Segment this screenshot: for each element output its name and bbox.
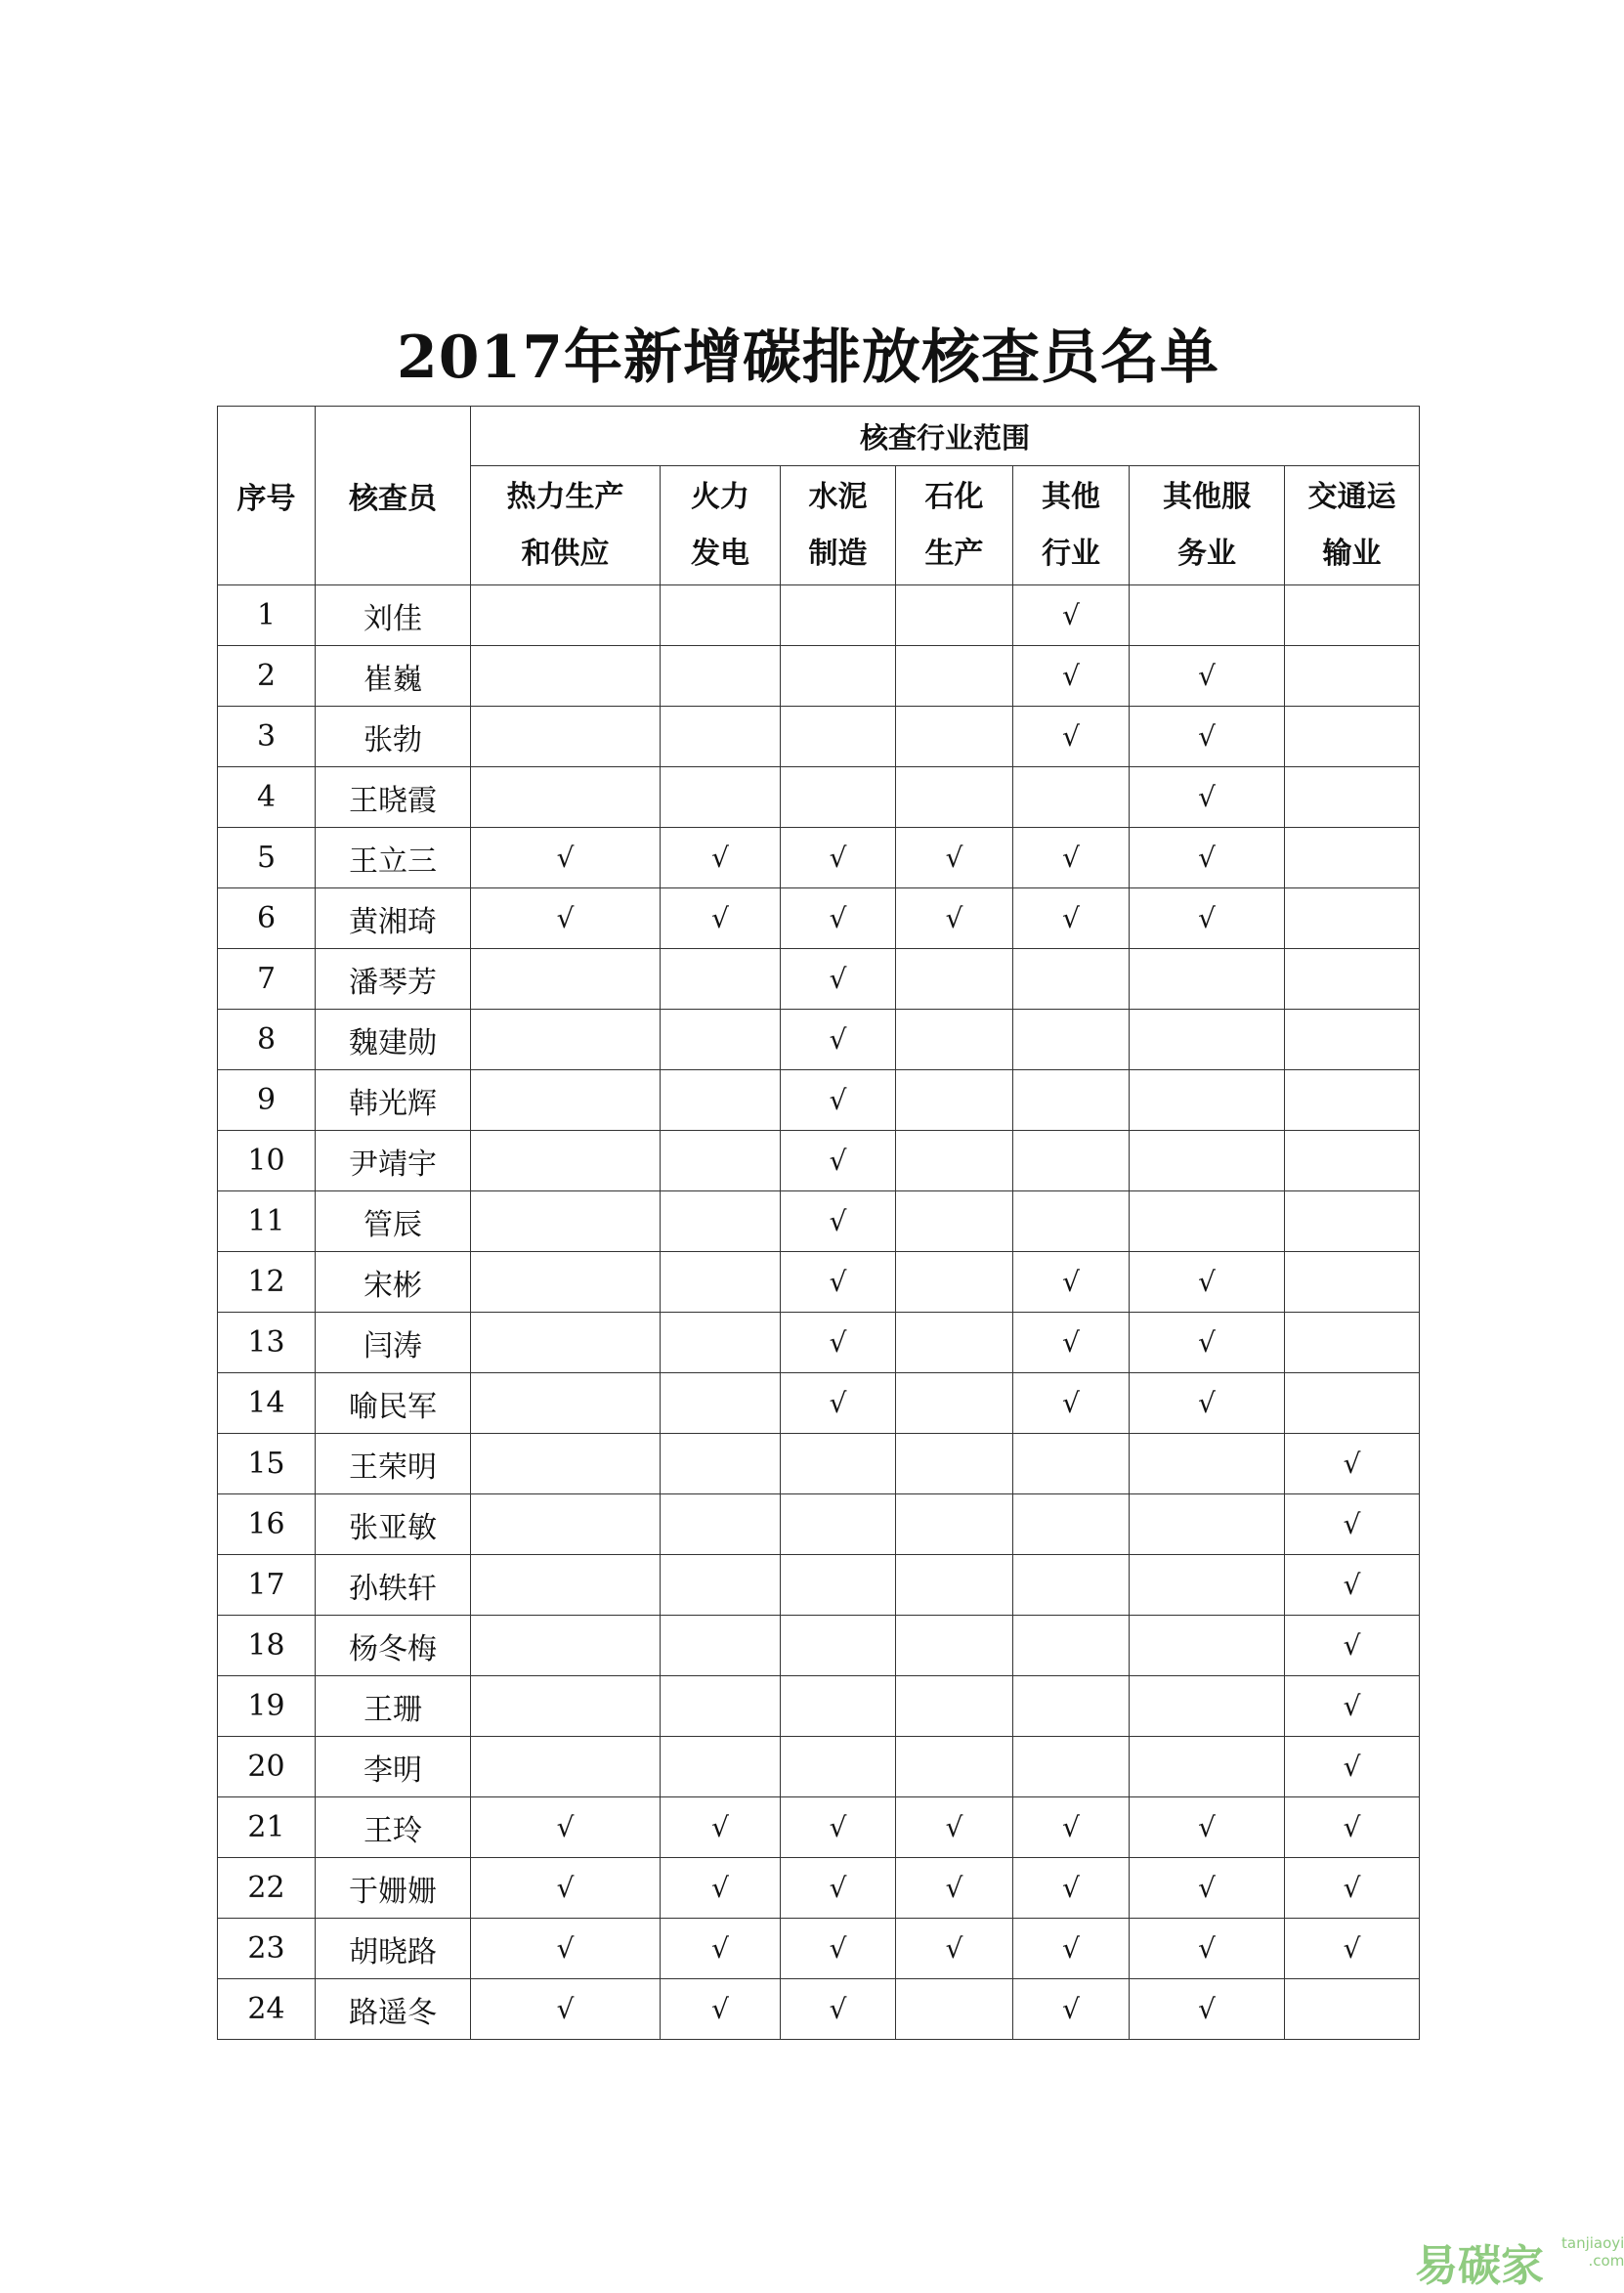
empty-cell <box>1130 1434 1285 1494</box>
row-index: 24 <box>218 1979 316 2040</box>
empty-cell <box>661 707 781 767</box>
empty-cell <box>1013 1434 1130 1494</box>
auditor-name: 孙轶轩 <box>316 1555 471 1616</box>
empty-cell <box>1013 1191 1130 1252</box>
empty-cell <box>471 1191 661 1252</box>
table-row <box>218 1313 1420 1373</box>
empty-cell <box>896 949 1013 1010</box>
check-mark-cell: √ <box>896 1919 1013 1979</box>
empty-cell <box>471 1010 661 1070</box>
empty-cell <box>1130 1010 1285 1070</box>
auditor-name: 张勃 <box>316 707 471 767</box>
table-row <box>218 646 1420 707</box>
auditor-name: 管辰 <box>316 1191 471 1252</box>
auditor-table <box>217 406 1420 2040</box>
empty-cell <box>1285 1313 1420 1373</box>
empty-cell <box>661 1676 781 1737</box>
empty-cell <box>1130 1070 1285 1131</box>
check-mark-cell: √ <box>1130 1797 1285 1858</box>
empty-cell <box>896 1313 1013 1373</box>
check-mark-cell: √ <box>781 1373 896 1434</box>
auditor-name: 王立三 <box>316 828 471 888</box>
table-row <box>218 1010 1420 1070</box>
table-row <box>218 707 1420 767</box>
empty-cell <box>1013 1010 1130 1070</box>
empty-cell <box>1285 1373 1420 1434</box>
auditor-name: 宋彬 <box>316 1252 471 1313</box>
auditor-name: 韩光辉 <box>316 1070 471 1131</box>
empty-cell <box>896 646 1013 707</box>
check-mark-cell: √ <box>1285 1676 1420 1737</box>
empty-cell <box>781 1676 896 1737</box>
auditor-name: 胡晓路 <box>316 1919 471 1979</box>
header-industry: 热力生产 和供应 <box>471 466 661 585</box>
table-row <box>218 1191 1420 1252</box>
check-mark-cell: √ <box>661 828 781 888</box>
row-index: 15 <box>218 1434 316 1494</box>
empty-cell <box>1285 767 1420 828</box>
table-row <box>218 1070 1420 1131</box>
table-row <box>218 585 1420 646</box>
check-mark-cell: √ <box>1130 1858 1285 1919</box>
check-mark-cell: √ <box>661 1797 781 1858</box>
check-mark-cell: √ <box>471 828 661 888</box>
empty-cell <box>1013 1070 1130 1131</box>
auditor-name: 李明 <box>316 1737 471 1797</box>
check-mark-cell: √ <box>1013 1979 1130 2040</box>
empty-cell <box>471 1131 661 1191</box>
empty-cell <box>1285 888 1420 949</box>
empty-cell <box>661 1070 781 1131</box>
empty-cell <box>661 646 781 707</box>
check-mark-cell: √ <box>661 1919 781 1979</box>
empty-cell <box>1285 949 1420 1010</box>
empty-cell <box>896 1979 1013 2040</box>
check-mark-cell: √ <box>1285 1858 1420 1919</box>
empty-cell <box>781 1737 896 1797</box>
auditor-name: 潘琴芳 <box>316 949 471 1010</box>
empty-cell <box>471 646 661 707</box>
header-index: 序号 <box>218 407 316 585</box>
watermark-logo: 易碳家 tanjiaoyi .com <box>1415 2234 1624 2291</box>
empty-cell <box>896 1131 1013 1191</box>
check-mark-cell: √ <box>1013 1373 1130 1434</box>
auditor-name: 崔巍 <box>316 646 471 707</box>
row-index: 11 <box>218 1191 316 1252</box>
empty-cell <box>781 767 896 828</box>
empty-cell <box>1013 1131 1130 1191</box>
check-mark-cell: √ <box>1285 1555 1420 1616</box>
row-index: 4 <box>218 767 316 828</box>
check-mark-cell: √ <box>471 888 661 949</box>
check-mark-cell: √ <box>1013 888 1130 949</box>
row-index: 8 <box>218 1010 316 1070</box>
empty-cell <box>1285 1191 1420 1252</box>
empty-cell <box>1285 646 1420 707</box>
empty-cell <box>896 1616 1013 1676</box>
header-name: 核查员 <box>316 407 471 585</box>
empty-cell <box>661 585 781 646</box>
check-mark-cell: √ <box>1130 828 1285 888</box>
empty-cell <box>1285 1252 1420 1313</box>
check-mark-cell: √ <box>781 1979 896 2040</box>
check-mark-cell: √ <box>661 1979 781 2040</box>
empty-cell <box>1013 1616 1130 1676</box>
check-mark-cell: √ <box>896 1858 1013 1919</box>
header-industry: 其他服 务业 <box>1130 466 1285 585</box>
table-row <box>218 949 1420 1010</box>
table-row <box>218 1373 1420 1434</box>
row-index: 14 <box>218 1373 316 1434</box>
row-index: 3 <box>218 707 316 767</box>
check-mark-cell: √ <box>661 888 781 949</box>
table-row <box>218 1797 1420 1858</box>
empty-cell <box>471 1494 661 1555</box>
auditor-name: 刘佳 <box>316 585 471 646</box>
empty-cell <box>471 1737 661 1797</box>
empty-cell <box>1013 1737 1130 1797</box>
auditor-name: 王晓霞 <box>316 767 471 828</box>
empty-cell <box>896 1555 1013 1616</box>
table-row <box>218 1979 1420 2040</box>
auditor-name: 黄湘琦 <box>316 888 471 949</box>
header-industry: 其他 行业 <box>1013 466 1130 585</box>
empty-cell <box>471 1252 661 1313</box>
empty-cell <box>1130 1676 1285 1737</box>
empty-cell <box>661 1434 781 1494</box>
empty-cell <box>661 1737 781 1797</box>
check-mark-cell: √ <box>781 888 896 949</box>
table-row <box>218 1131 1420 1191</box>
table-row <box>218 828 1420 888</box>
row-index: 5 <box>218 828 316 888</box>
header-industry: 交通运 输业 <box>1285 466 1420 585</box>
check-mark-cell: √ <box>1130 1373 1285 1434</box>
check-mark-cell: √ <box>471 1919 661 1979</box>
check-mark-cell: √ <box>1013 1858 1130 1919</box>
row-index: 12 <box>218 1252 316 1313</box>
check-mark-cell: √ <box>1130 1979 1285 2040</box>
table-row <box>218 1616 1420 1676</box>
empty-cell <box>781 707 896 767</box>
check-mark-cell: √ <box>471 1979 661 2040</box>
empty-cell <box>471 1555 661 1616</box>
check-mark-cell: √ <box>1130 767 1285 828</box>
empty-cell <box>1285 1010 1420 1070</box>
table-row <box>218 1494 1420 1555</box>
empty-cell <box>471 767 661 828</box>
check-mark-cell: √ <box>1013 1313 1130 1373</box>
empty-cell <box>661 1616 781 1676</box>
auditor-name: 王珊 <box>316 1676 471 1737</box>
empty-cell <box>1013 1494 1130 1555</box>
empty-cell <box>1130 1191 1285 1252</box>
empty-cell <box>1130 949 1285 1010</box>
empty-cell <box>1013 1555 1130 1616</box>
check-mark-cell: √ <box>1285 1494 1420 1555</box>
table-row <box>218 1676 1420 1737</box>
empty-cell <box>781 1434 896 1494</box>
empty-cell <box>661 1191 781 1252</box>
empty-cell <box>896 1737 1013 1797</box>
row-index: 16 <box>218 1494 316 1555</box>
check-mark-cell: √ <box>781 1070 896 1131</box>
page-title: 2017年新增碳排放核查员名单 <box>397 324 1219 392</box>
row-index: 19 <box>218 1676 316 1737</box>
check-mark-cell: √ <box>1130 888 1285 949</box>
empty-cell <box>896 585 1013 646</box>
empty-cell <box>661 1252 781 1313</box>
empty-cell <box>661 1131 781 1191</box>
row-index: 22 <box>218 1858 316 1919</box>
table-row <box>218 1858 1420 1919</box>
empty-cell <box>471 1373 661 1434</box>
auditor-name: 王玲 <box>316 1797 471 1858</box>
row-index: 10 <box>218 1131 316 1191</box>
check-mark-cell: √ <box>781 1010 896 1070</box>
check-mark-cell: √ <box>1130 1252 1285 1313</box>
check-mark-cell: √ <box>471 1797 661 1858</box>
empty-cell <box>896 707 1013 767</box>
empty-cell <box>661 1010 781 1070</box>
auditor-name: 杨冬梅 <box>316 1616 471 1676</box>
empty-cell <box>661 767 781 828</box>
empty-cell <box>1285 1979 1420 2040</box>
empty-cell <box>1013 1676 1130 1737</box>
check-mark-cell: √ <box>1285 1919 1420 1979</box>
header-industry: 水泥 制造 <box>781 466 896 585</box>
row-index: 23 <box>218 1919 316 1979</box>
empty-cell <box>661 1555 781 1616</box>
check-mark-cell: √ <box>1013 707 1130 767</box>
check-mark-cell: √ <box>661 1858 781 1919</box>
empty-cell <box>896 1252 1013 1313</box>
check-mark-cell: √ <box>471 1858 661 1919</box>
row-index: 18 <box>218 1616 316 1676</box>
auditor-name: 喻民军 <box>316 1373 471 1434</box>
auditor-name: 王荣明 <box>316 1434 471 1494</box>
empty-cell <box>1130 1555 1285 1616</box>
check-mark-cell: √ <box>781 1191 896 1252</box>
row-index: 21 <box>218 1797 316 1858</box>
empty-cell <box>661 1494 781 1555</box>
check-mark-cell: √ <box>781 1797 896 1858</box>
check-mark-cell: √ <box>896 888 1013 949</box>
header-industry: 火力 发电 <box>661 466 781 585</box>
row-index: 17 <box>218 1555 316 1616</box>
check-mark-cell: √ <box>1130 1313 1285 1373</box>
row-index: 1 <box>218 585 316 646</box>
check-mark-cell: √ <box>781 1313 896 1373</box>
empty-cell <box>896 1191 1013 1252</box>
auditor-name: 魏建勋 <box>316 1010 471 1070</box>
table-row <box>218 767 1420 828</box>
check-mark-cell: √ <box>781 1858 896 1919</box>
auditor-name: 张亚敏 <box>316 1494 471 1555</box>
empty-cell <box>1130 1494 1285 1555</box>
check-mark-cell: √ <box>1013 585 1130 646</box>
table-row <box>218 1555 1420 1616</box>
row-index: 9 <box>218 1070 316 1131</box>
auditor-name: 尹靖宇 <box>316 1131 471 1191</box>
check-mark-cell: √ <box>781 1919 896 1979</box>
check-mark-cell: √ <box>896 1797 1013 1858</box>
empty-cell <box>471 1313 661 1373</box>
check-mark-cell: √ <box>781 1131 896 1191</box>
table-row <box>218 1434 1420 1494</box>
empty-cell <box>781 585 896 646</box>
check-mark-cell: √ <box>1013 828 1130 888</box>
check-mark-cell: √ <box>1013 1797 1130 1858</box>
empty-cell <box>1130 585 1285 646</box>
empty-cell <box>661 1313 781 1373</box>
empty-cell <box>471 1070 661 1131</box>
row-index: 13 <box>218 1313 316 1373</box>
row-index: 7 <box>218 949 316 1010</box>
empty-cell <box>1285 707 1420 767</box>
check-mark-cell: √ <box>896 828 1013 888</box>
row-index: 20 <box>218 1737 316 1797</box>
auditor-name: 闫涛 <box>316 1313 471 1373</box>
check-mark-cell: √ <box>1013 1252 1130 1313</box>
empty-cell <box>781 1555 896 1616</box>
empty-cell <box>471 949 661 1010</box>
header-industry: 石化 生产 <box>896 466 1013 585</box>
check-mark-cell: √ <box>1285 1737 1420 1797</box>
empty-cell <box>896 1676 1013 1737</box>
empty-cell <box>661 949 781 1010</box>
table-row <box>218 1252 1420 1313</box>
empty-cell <box>661 1373 781 1434</box>
empty-cell <box>781 1616 896 1676</box>
empty-cell <box>1285 1070 1420 1131</box>
empty-cell <box>471 1676 661 1737</box>
empty-cell <box>1130 1616 1285 1676</box>
check-mark-cell: √ <box>1130 707 1285 767</box>
empty-cell <box>781 646 896 707</box>
check-mark-cell: √ <box>1285 1797 1420 1858</box>
empty-cell <box>781 1494 896 1555</box>
check-mark-cell: √ <box>781 828 896 888</box>
empty-cell <box>896 1373 1013 1434</box>
table-row <box>218 1737 1420 1797</box>
check-mark-cell: √ <box>1130 646 1285 707</box>
check-mark-cell: √ <box>781 1252 896 1313</box>
auditor-name: 路遥冬 <box>316 1979 471 2040</box>
empty-cell <box>471 1616 661 1676</box>
empty-cell <box>1013 949 1130 1010</box>
check-mark-cell: √ <box>781 949 896 1010</box>
empty-cell <box>896 767 1013 828</box>
empty-cell <box>471 1434 661 1494</box>
empty-cell <box>896 1010 1013 1070</box>
empty-cell <box>896 1070 1013 1131</box>
empty-cell <box>471 585 661 646</box>
empty-cell <box>1130 1737 1285 1797</box>
header-scope: 核查行业范围 <box>471 407 1420 466</box>
empty-cell <box>1130 1131 1285 1191</box>
table-row <box>218 1919 1420 1979</box>
empty-cell <box>471 707 661 767</box>
row-index: 2 <box>218 646 316 707</box>
check-mark-cell: √ <box>1285 1434 1420 1494</box>
check-mark-cell: √ <box>1013 1919 1130 1979</box>
check-mark-cell: √ <box>1130 1919 1285 1979</box>
empty-cell <box>896 1494 1013 1555</box>
empty-cell <box>896 1434 1013 1494</box>
table-row <box>218 888 1420 949</box>
empty-cell <box>1013 767 1130 828</box>
auditor-name: 于姗姗 <box>316 1858 471 1919</box>
check-mark-cell: √ <box>1285 1616 1420 1676</box>
check-mark-cell: √ <box>1013 646 1130 707</box>
row-index: 6 <box>218 888 316 949</box>
empty-cell <box>1285 585 1420 646</box>
empty-cell <box>1285 828 1420 888</box>
empty-cell <box>1285 1131 1420 1191</box>
